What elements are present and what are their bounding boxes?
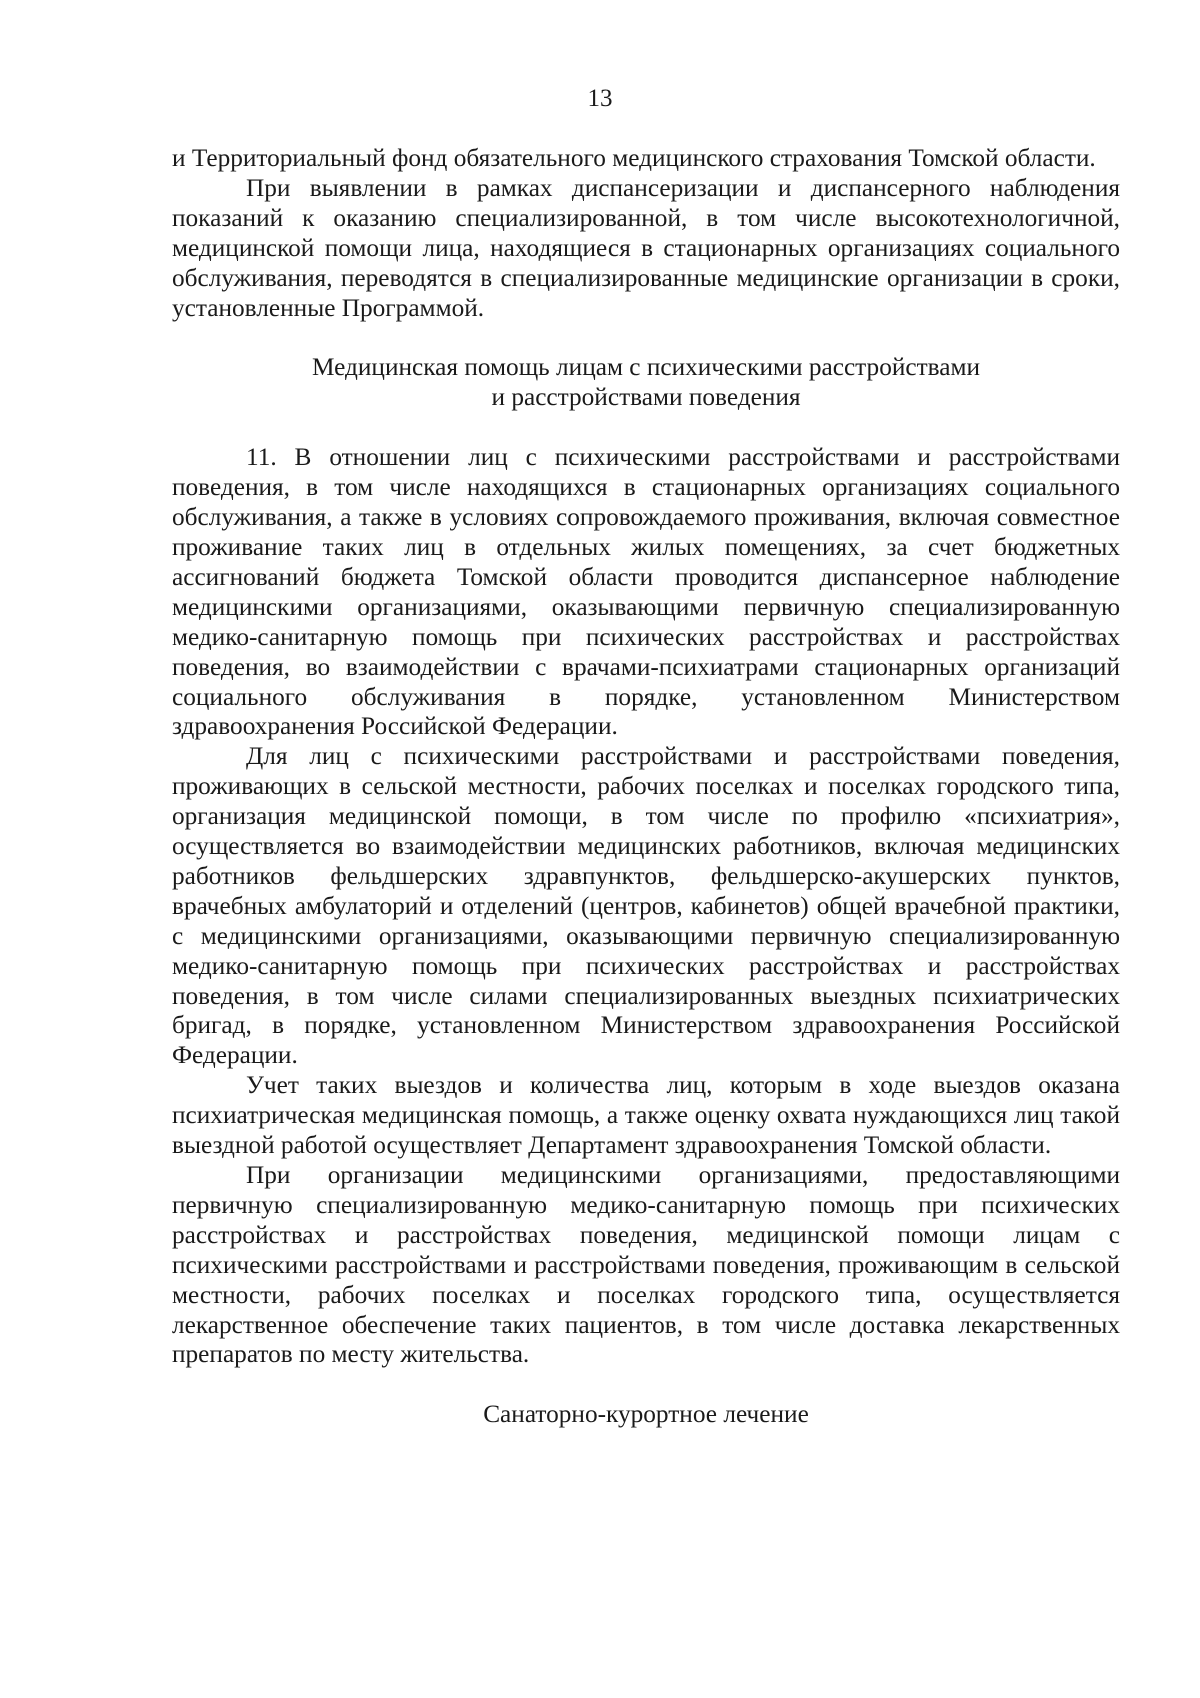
- paragraph-transfer: При выявлении в рамках диспансеризации и диспансерного наблюдения показаний к оказанию специализированной, в том числе высокотехнологичной, медицинской помощи лица, находящиеся в стационарных организациях социального обслуживания, переводятся в специализированные медицинские организации в сроки, установленные Программой.: [172, 173, 1120, 322]
- paragraph-item-11: 11. В отношении лиц с психическими расстройствами и расстройствами поведения, в том числе находящихся в стационарных организациях социального обслуживания, а также в условиях сопровождаемого проживания, включая совместное проживание таких лиц в отдельных жилых помещениях, за счет бюджетных ассигнований бюджета Томской области проводится диспансерное наблюдение медицинскими организациями, оказывающими первичную специализированную медико-санитарную помощь при психических расстройствах и расстройствах поведения, во взаимодействии с врачами-психиатрами стационарных организаций социального обслуживания в порядке, установленном Министерством здравоохранения Российской Федерации.: [172, 443, 1120, 741]
- paragraph-continuation: и Территориальный фонд обязательного медицинского страхования Томской области.: [172, 144, 1096, 172]
- document-body: [172, 144, 1120, 1430]
- page-number: 13: [587, 85, 613, 112]
- section-heading-line-1: Медицинская помощь лицам с психическими расстройствами: [311, 353, 981, 382]
- paragraph-rural-care: Для лиц с психическими расстройствами и расстройствами поведения, проживающих в сельской местности, рабочих поселках и поселках городского типа, организация медицинской помощи, в том числе по профилю «психиатрия», осуществляется во взаимодействии медицинских работников, включая медицинских работников фельдшерских здравпунктов, фельдшерско-акушерских пунктов, врачебных амбулаторий и отделений (центров, кабинетов) общей врачебной практики, с медицинскими организациями, оказывающими первичную специализированную медико-санитарную помощь при психических расстройствах и расстройствах поведения, в том числе силами специализированных выездных психиатрических бригад, в порядке, установленном Министерством здравоохранения Российской Федерации.: [172, 742, 1120, 1070]
- paragraph-visits-accounting: Учет таких выездов и количества лиц, которым в ходе выездов оказана психиатрическая медицинская помощь, а также оценку охвата нуждающихся лиц такой выездной работой осуществляет Департамент здравоохранения Томской области.: [172, 1071, 1120, 1160]
- paragraph-drug-provision: При организации медицинскими организациями, предоставляющими первичную специализированную медико-санитарную помощь при психических расстройствах и расстройствах поведения, медицинской помощи лицам с психическими расстройствами и расстройствами поведения, проживающим в сельской местности, рабочих поселках и поселках городского типа, осуществляется лекарственное обеспечение таких пациентов, в том числе доставка лекарственных препаратов по месту жительства.: [172, 1161, 1120, 1369]
- section-heading-sanatorium: Санаторно-курортное лечение: [483, 1400, 809, 1429]
- section-heading-line-2: и расстройствами поведения: [491, 383, 801, 412]
- section-heading-mental-health: [172, 353, 1120, 413]
